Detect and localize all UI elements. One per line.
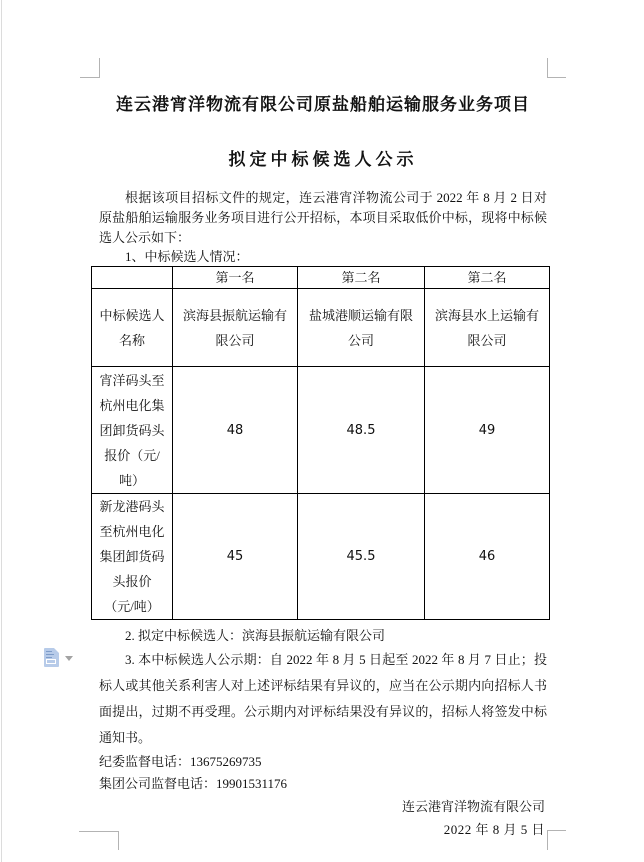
table-cell-price1-v2: 48.5	[298, 367, 425, 494]
table-cell-price1-v1: 48	[173, 367, 298, 494]
table-cell-candidate-2: 盐城港顺运输有限公司	[298, 289, 425, 367]
page-fold-icon	[54, 648, 59, 653]
table-row-price-xinlonggang	[92, 494, 550, 620]
page-edge-divider	[1, 0, 2, 862]
table-cell-corner	[92, 267, 173, 289]
table-cell-rank-1: 第一名	[173, 267, 298, 289]
table-cell-price1-label: 宵洋码头至杭州电化集团卸货码头报价（元/吨）	[92, 367, 173, 494]
table-cell-price2-v1: 45	[173, 494, 298, 620]
group-phone-line: 集团公司监督电话：19901531176	[99, 776, 288, 791]
triangle-down-icon[interactable]	[65, 656, 73, 661]
table-cell-candidate-1: 滨海县振航运输有限公司	[173, 289, 298, 367]
section-3-text: 3. 本中标候选人公示期：自 2022 年 8 月 5 日起至 2022 年 8 月 7 日止；投标人或其他关系利害人对上述评标结果有异议的，应当在公示期内向招标人书面提出，过期不再受理。公示期内对评标结果没有异议的，招标人将签发中标通知书。	[99, 652, 547, 745]
intro-paragraph: 根据该项目招标文件的规定，连云港宵洋物流公司于 2022 年 8 月 2 日对原盐船舶运输服务业务项目进行公开招标，本项目采取低价中标，现将中标候选人公示如下：	[99, 190, 547, 245]
comment-doc-icon[interactable]	[44, 648, 59, 667]
section-2-text: 2. 拟定中标候选人：滨海县振航运输有限公司	[125, 628, 386, 643]
table-row-rank-headers	[92, 267, 550, 289]
table-cell-price1-v3: 49	[425, 367, 550, 494]
document-title-line1: 连云港宵洋物流有限公司原盐船舶运输服务业务项目	[116, 95, 530, 114]
table-cell-price2-label: 新龙港码头至杭州电化集团卸货码头报价（元/吨）	[92, 494, 173, 620]
document-content	[99, 0, 547, 841]
table-row-price-xiaoyang	[92, 367, 550, 494]
signature-date: 2022 年 8 月 5 日	[443, 822, 545, 837]
section-1-label: 1、中标候选人情况：	[125, 249, 249, 264]
bid-candidates-table	[91, 266, 550, 620]
table-row-candidate-names	[92, 289, 550, 367]
table-cell-rank-2: 第二名	[298, 267, 425, 289]
margin-comment-widget[interactable]	[44, 648, 59, 672]
discipline-phone-line: 纪委监督电话：13675269735	[99, 754, 262, 769]
table-cell-rank-3: 第二名	[425, 267, 550, 289]
table-cell-price2-v3: 46	[425, 494, 550, 620]
table-cell-price2-v2: 45.5	[298, 494, 425, 620]
comment-bubble-icon	[46, 659, 56, 664]
table-cell-candidate-3: 滨海县水上运输有限公司	[425, 289, 550, 367]
document-title-line2: 拟定中标候选人公示	[228, 150, 418, 169]
table-cell-names-label: 中标候选人名称	[92, 289, 173, 367]
signature-company: 连云港宵洋物流有限公司	[401, 799, 545, 814]
